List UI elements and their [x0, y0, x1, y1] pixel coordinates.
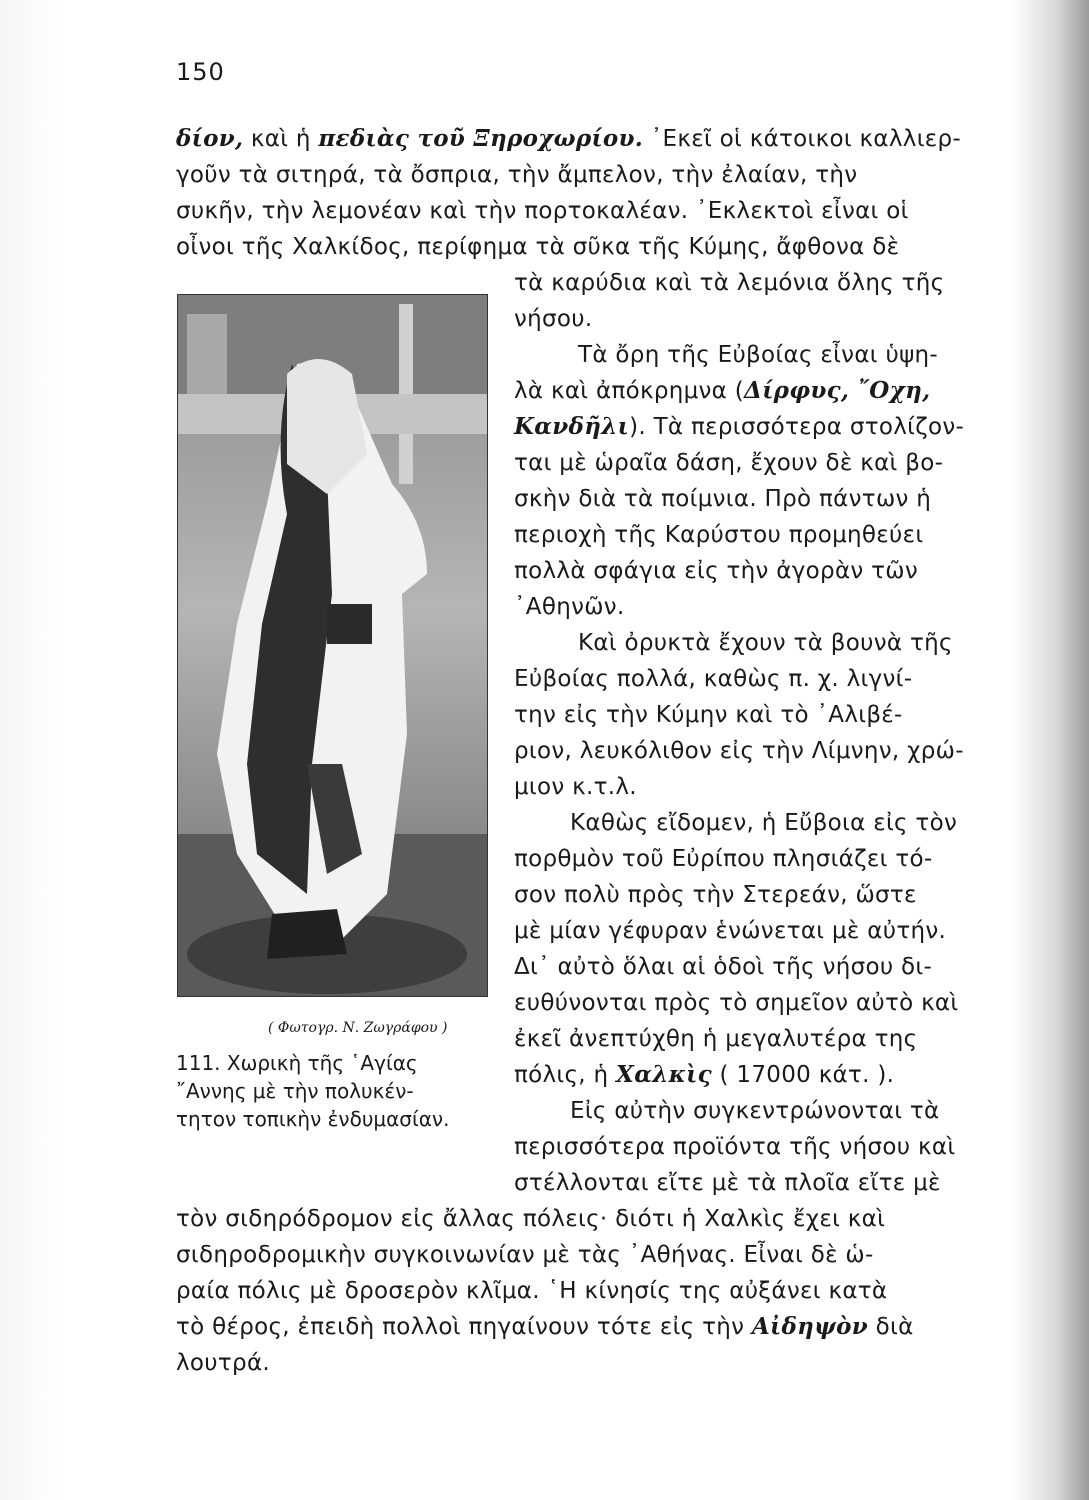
- column-line-15: μιον κ.τ.λ.: [514, 774, 637, 800]
- column-line-7: σκὴν διὰ τὰ ποίμνια. Πρὸ πάντων ἡ: [514, 486, 932, 512]
- column-line-12: Εὐβοίας πολλά, καθὼς π. χ. λιγνί-: [514, 666, 913, 692]
- text-line-final-2: σιδηροδρομικὴν συγκοινωνίαν μὲ τὰς ᾿Αθήνας. Εἶναι δὲ ὡ-: [176, 1242, 874, 1268]
- column-line-18: σον πολὺ πρὸς τὴν Στερεάν, ὥστε: [514, 882, 917, 908]
- bold-term-pedias: πεδιὰς τοῦ Ξηροχωρίου.: [318, 125, 644, 152]
- text-line-4: οἶνοι τῆς Χαλκίδος, περίφημα τὰ σῦκα τῆς Κύμης, ἄφθονα δὲ: [176, 234, 900, 260]
- photo-illustration: [177, 294, 488, 997]
- column-line-19: μὲ μίαν γέφυραν ἑνώνεται μὲ αὐτήν.: [514, 918, 947, 944]
- text-fragment: ᾿Εκεῖ οἱ κάτοικοι καλλιερ-: [650, 126, 962, 152]
- bold-term-aidipsos: Αἰδηψὸν: [751, 1313, 868, 1340]
- costume-photograph: [177, 294, 488, 997]
- column-line-8: περιοχὴ τῆς Καρύστου προμηθεύει: [514, 522, 924, 548]
- text-line-final-1: τὸν σιδηρόδρομον εἰς ἄλλας πόλεις· διότι ἡ Χαλκὶς ἔχει καὶ: [176, 1206, 886, 1232]
- column-line-9: πολλὰ σφάγια εἰς τὴν ἀγορὰν τῶν: [514, 558, 919, 584]
- column-line-4: [514, 376, 1008, 406]
- column-line-1: τὰ καρύδια καὶ τὰ λεμόνια ὅλης τῆς: [514, 270, 945, 296]
- photo-credit: ( Φωτογρ. Ν. Ζωγράφου ): [268, 1020, 448, 1036]
- text-fragment: τὸ θέρος, ἐπειδὴ πολλοὶ πηγαίνουν τότε εἰς τὴν: [176, 1314, 745, 1340]
- text-line-final-4: [176, 1312, 1008, 1342]
- text-line-final-3: ραία πόλις μὲ δροσερὸν κλῖμα. ῾Η κίνησίς της αὐξάνει κατὰ: [176, 1278, 888, 1304]
- column-line-10: ᾿Αθηνῶν.: [514, 594, 625, 620]
- text-fragment: ). Τὰ περισσότερα στολίζον-: [629, 414, 965, 440]
- column-line-21: ευθύνονται πρὸς τὸ σημεῖον αὐτὸ καὶ: [514, 990, 959, 1016]
- column-line-26: στέλλονται εἴτε μὲ τὰ πλοῖα εἴτε μὲ: [514, 1170, 941, 1196]
- photo-caption-line-3: τητον τοπικὴν ἐνδυμασίαν.: [176, 1107, 450, 1131]
- text-fragment: διὰ: [875, 1314, 914, 1340]
- column-line-5: [514, 412, 1008, 442]
- column-line-25: περισσότερα προϊόντα τῆς νήσου καὶ: [514, 1134, 956, 1160]
- text-fragment: λὰ καὶ ἀπόκρημνα (: [514, 378, 745, 404]
- column-line-20: Δι᾿ αὐτὸ ὅλαι αἱ ὁδοὶ τῆς νήσου δι-: [514, 954, 933, 980]
- bold-term-dion: δίον,: [176, 125, 244, 152]
- column-line-3: Τὰ ὄρη τῆς Εὐβοίας εἶναι ὑψη-: [578, 342, 939, 368]
- text-fragment: πόλις, ἡ: [514, 1062, 609, 1088]
- photo-caption-line-2: ῎Αννης μὲ τὴν πολυκέν-: [176, 1079, 414, 1103]
- text-fragment: ( 17000 κάτ. ).: [719, 1062, 895, 1088]
- column-line-23: [514, 1060, 1008, 1090]
- column-line-22: ἐκεῖ ἀνεπτύχθη ἡ μεγαλυτέρα της: [514, 1026, 918, 1052]
- page-number: 150: [176, 58, 225, 86]
- column-line-24: Εἰς αὐτὴν συγκεντρώνονται τὰ: [570, 1098, 940, 1124]
- text-line-1: [176, 124, 1008, 154]
- column-line-14: ριον, λευκόλιθον εἰς τὴν Λίμνην, χρώ-: [514, 738, 964, 764]
- text-line-3: συκῆν, τὴν λεμονέαν καὶ τὴν πορτοκαλέαν. ᾿Εκλεκτοὶ εἶναι οἱ: [176, 198, 909, 224]
- column-line-13: την εἰς τὴν Κύμην καὶ τὸ ᾿Αλιβέ-: [514, 702, 903, 728]
- bold-term-chalkis: Χαλκὶς: [616, 1061, 712, 1088]
- column-line-17: πορθμὸν τοῦ Εὐρίπου πλησιάζει τό-: [514, 846, 933, 872]
- text-line-final-5: λουτρά.: [176, 1350, 271, 1376]
- column-line-11: Καὶ ὀρυκτὰ ἔχουν τὰ βουνὰ τῆς: [578, 630, 953, 656]
- column-line-16: Καθὼς εἴδομεν, ἡ Εὔβοια εἰς τὸν: [570, 810, 958, 836]
- photo-caption-line-1: 111. Χωρικὴ τῆς ῾Αγίας: [176, 1051, 418, 1075]
- text-line-2: γοῦν τὰ σιτηρά, τὰ ὄσπρια, τὴν ἄμπελον, τὴν ἐλαίαν, τὴν: [176, 162, 858, 188]
- column-line-6: ται μὲ ὡραῖα δάση, ἔχουν δὲ καὶ βο-: [514, 450, 944, 476]
- bold-term-mountains: Δίρφυς, ῎Οχη,: [744, 377, 931, 404]
- text-fragment: καὶ ἡ: [250, 126, 311, 152]
- bold-term-kandili: Κανδῆλι: [514, 413, 630, 440]
- column-line-2: νήσου.: [514, 306, 593, 332]
